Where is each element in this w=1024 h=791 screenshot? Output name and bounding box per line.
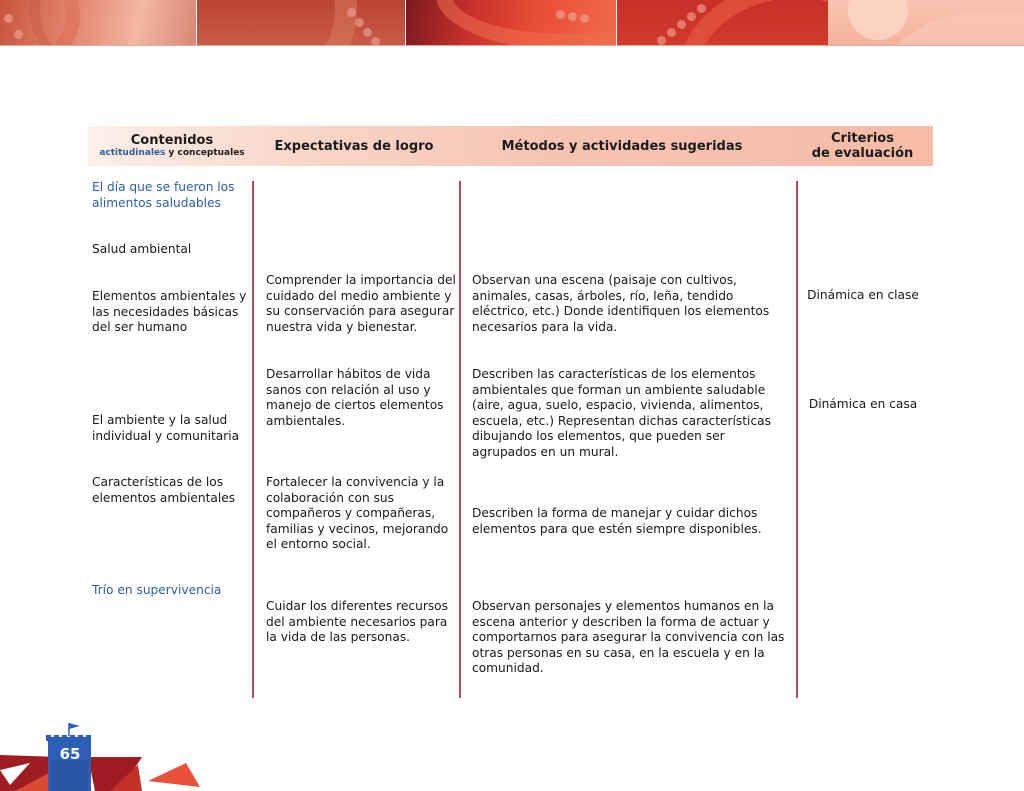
decorative-banner [0,0,1024,46]
metodo-item: Observan personajes y elementos humanos en la escena anterior y describen la forma de actuar y comportarnos para asegurar la convivencia con las otras personas en su casa, en la escuela y en la comunidad. [472,599,785,676]
criterio-item: Dinámica en clase [807,288,919,302]
banner-segment [617,0,828,46]
header-criterios-line1: Criterios [831,131,894,146]
subtitle-actitudinales: actitudinales [99,148,166,158]
expectativa-item: Comprender la importancia del cuidado del medio ambiente y su conservación para asegurar nuestra vida y bienestar. [266,273,456,334]
metodo-item: Observan una escena (paisaje con cultivos, animales, casas, árboles, río, leña, tendido eléctrico, etc.) Donde identifiquen los elementos necesarios para la vida. [472,273,770,334]
header-contenidos-title: Contenidos [130,133,214,148]
flag-icon [69,723,80,729]
banner-segment [406,0,616,46]
subtitle-conceptuales: y conceptuales [165,148,245,158]
contenido-item: Características de los elementos ambientales [92,475,236,505]
header-contenidos [88,126,256,166]
contenido-item: Elementos ambientales y las necesidades básicas del ser humano [92,289,247,335]
table-header [88,126,933,166]
page-number: 65 [59,745,81,763]
contenido-item: Trío en supervivencia [92,583,222,597]
header-metodos [452,126,792,166]
metodo-item: Describen la forma de manejar y cuidar dichos elementos para que estén siempre disponibles. [472,506,762,536]
expectativa-item: Cuidar los diferentes recursos del ambiente necesarios para la vida de las personas. [266,599,448,645]
contenido-item: El día que se fueron los alimentos saludables [92,180,235,210]
header-metodos-label: Métodos y actividades sugeridas [501,138,743,154]
criterio-item: Dinámica en casa [808,397,918,411]
column-divider [796,181,798,698]
expectativa-item: Fortalecer la convivencia y la colaboración con sus compañeros y compañeras, familias y vecinos, mejorando el entorno social. [266,475,449,552]
expectativa-item: Desarrollar hábitos de vida sanos con relación al uso y manejo de ciertos elementos ambientales. [266,367,444,428]
contenido-item: El ambiente y la salud individual y comunitaria [92,413,240,443]
banner-segment [828,0,1024,46]
contenido-item: Salud ambiental [92,242,192,256]
metodo-item: Describen las características de los elementos ambientales que forman un ambiente saludable (aire, agua, suelo, espacio, vivienda, alimentos, escuela, etc.) Representan dichas características dibujando los elementos, que pueden ser agrupados en un mural. [472,367,771,459]
header-criterios-line2: de evaluación [811,146,914,161]
banner-underline [0,45,1024,46]
banner-segment [0,0,196,46]
footer-decoration [0,715,240,791]
header-expectativas [256,126,452,166]
header-criterios [792,126,933,166]
header-contenidos-subtitle [99,148,244,159]
footer-shape [148,763,200,787]
column-divider [252,181,254,698]
banner-segment [197,0,405,46]
column-divider [459,181,461,698]
header-expectativas-label: Expectativas de logro [274,138,434,154]
